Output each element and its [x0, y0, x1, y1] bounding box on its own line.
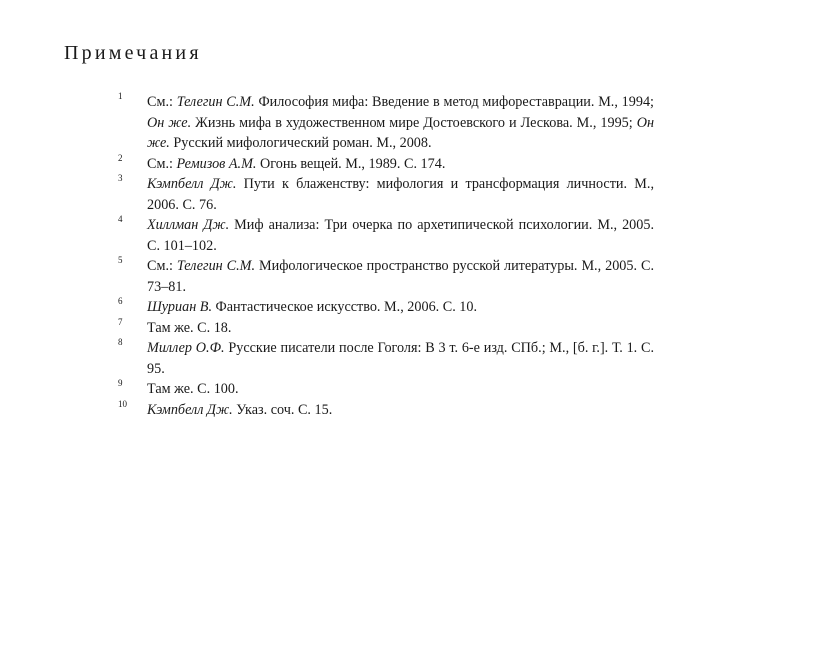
footnote-item: [118, 318, 654, 339]
footnote-text: Фантастическое искусство. М., 2006. С. 10.: [212, 299, 478, 315]
footnote-number: 10: [118, 398, 127, 409]
footnote-text: Там же. С. 100.: [147, 381, 239, 397]
footnote-item: [118, 215, 654, 256]
footnote-text: Указ. соч. С. 15.: [232, 401, 333, 418]
footnote-number: 9: [118, 378, 123, 388]
footnote-item: [118, 297, 654, 318]
footnote-author: Хиллман Дж.: [147, 217, 230, 233]
footnote-text: Миф анализа: Три очерка по архетипической психологии. М., 2005. С. 101–102.: [147, 217, 654, 254]
footnote-author: Ремизов А.М.: [176, 155, 257, 172]
footnote-prefix: См.:: [147, 258, 177, 274]
footnote-ibid-author: Он же.: [147, 114, 655, 151]
footnote-item: [118, 379, 654, 400]
footnote-number: 7: [118, 316, 123, 327]
footnote-item: [118, 400, 654, 421]
footnote-text: Там же. С. 18.: [147, 319, 232, 336]
footnote-number: 2: [118, 152, 123, 163]
footnote-list: [118, 92, 654, 420]
footnote-item: [118, 154, 654, 175]
footnote-author: Кэмпбелл Дж.: [147, 176, 237, 192]
footnote-text: Русский мифологический роман. М., 2008.: [169, 135, 432, 151]
footnote-author: Миллер О.Ф.: [147, 340, 225, 356]
footnote-text: Огонь вещей. М., 1989. С. 174.: [256, 155, 446, 172]
footnote-text: Философия мифа: Введение в метод мифореставрации. М., 1994;: [254, 94, 654, 110]
footnote-number: 5: [118, 255, 123, 265]
page-title: Примечания: [64, 42, 202, 64]
footnote-ibid-author: Он же.: [147, 114, 192, 131]
footnote-text: Жизнь мифа в художественном мире Достоевского и Лескова. М., 1995;: [191, 114, 637, 131]
footnote-item: [118, 174, 654, 215]
footnote-item: [118, 256, 654, 297]
footnote-number: 1: [118, 91, 123, 101]
footnote-author: Телегин С.М.: [176, 94, 255, 110]
footnote-prefix: См.:: [147, 155, 177, 172]
footnote-text: Русские писатели после Гоголя: В 3 т. 6-е изд. СПб.; М., [б. г.]. Т. 1. С. 95.: [147, 340, 654, 377]
footnote-number: 3: [118, 173, 123, 183]
footnote-item: [118, 92, 654, 154]
footnote-author: Кэмпбелл Дж.: [147, 401, 233, 418]
footnote-author: Телегин С.М.: [176, 258, 256, 274]
footnote-item: [118, 338, 654, 379]
footnote-number: 6: [118, 296, 123, 306]
footnote-text: Пути к блаженству: мифология и трансформация личности. М., 2006. С. 76.: [147, 176, 655, 213]
footnote-prefix: См.:: [147, 94, 177, 110]
footnote-number: 8: [118, 337, 123, 347]
footnote-number: 4: [118, 214, 123, 224]
footnote-author: Шуриан В.: [147, 299, 212, 315]
footnote-text: Мифологическое пространство русской литературы. М., 2005. С. 73–81.: [147, 258, 654, 295]
